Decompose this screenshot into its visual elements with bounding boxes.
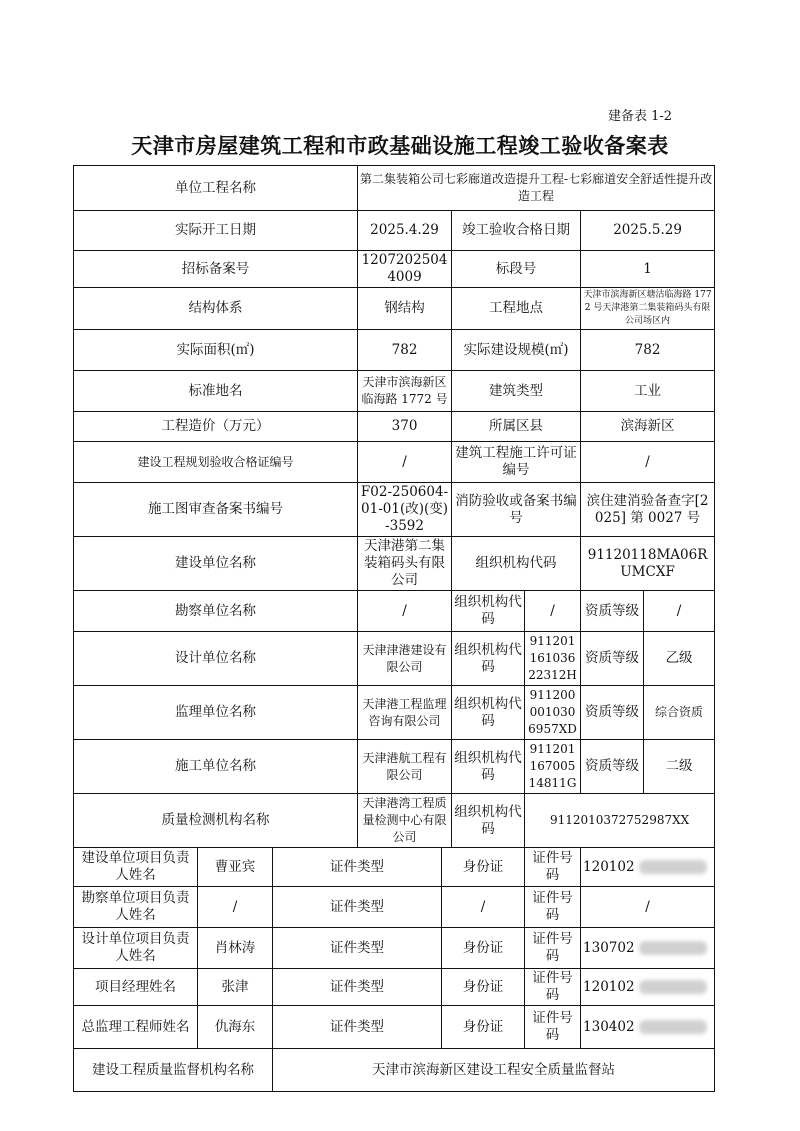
cert-no-value: / xyxy=(581,887,715,928)
cert-type-label: 证件类型 xyxy=(273,887,442,928)
field-value: 钢结构 xyxy=(358,288,452,330)
cert-no-label: 证件号码 xyxy=(525,1006,581,1049)
org-code-value: 91120118MA06RUMCXF xyxy=(581,537,715,591)
org-code-value: 9112010372752987XX xyxy=(525,794,715,848)
table-row xyxy=(74,288,715,330)
cert-type-label: 证件类型 xyxy=(273,1006,442,1049)
field-label: 工程地点 xyxy=(452,288,581,330)
cert-no-value: 130402 xyxy=(583,1018,635,1035)
field-label: 实际面积(㎡) xyxy=(74,330,358,371)
cert-no-value: 120102 xyxy=(583,978,635,995)
org-code-label: 组织机构代码 xyxy=(452,632,525,686)
table-row xyxy=(74,632,715,686)
cert-no-value: 120102 xyxy=(583,858,635,875)
field-label: 标准地名 xyxy=(74,371,358,412)
field-label: 建筑类型 xyxy=(452,371,581,412)
redaction-blur xyxy=(639,1020,707,1034)
field-label: 单位工程名称 xyxy=(74,166,358,211)
cert-type-value: 身份证 xyxy=(442,1006,525,1049)
person-name: 仇海东 xyxy=(198,1006,273,1049)
qualification-label: 资质等级 xyxy=(581,740,644,794)
cert-type-value: 身份证 xyxy=(442,969,525,1006)
field-label: 招标备案号 xyxy=(74,251,358,288)
field-label: 标段号 xyxy=(452,251,581,288)
cert-type-value: / xyxy=(442,887,525,928)
field-value: 滨住建消验备查字[2025] 第 0027 号 xyxy=(581,483,715,537)
field-label: 实际建设规模(㎡) xyxy=(452,330,581,371)
unit-label: 质量检测机构名称 xyxy=(74,794,358,848)
cert-type-value: 身份证 xyxy=(442,928,525,969)
table-row xyxy=(74,969,715,1006)
qualification-label: 资质等级 xyxy=(581,591,644,632)
unit-label: 勘察单位名称 xyxy=(74,591,358,632)
table-row xyxy=(74,330,715,371)
table-row xyxy=(74,740,715,794)
field-value: 370 xyxy=(358,412,452,442)
person-role: 设计单位项目负责人姓名 xyxy=(74,928,198,969)
unit-name: 天津津港建设有限公司 xyxy=(358,632,452,686)
field-label: 施工图审查备案书编号 xyxy=(74,483,358,537)
page-title: 天津市房屋建筑工程和市政基础设施工程竣工验收备案表 xyxy=(131,134,669,158)
field-label: 结构体系 xyxy=(74,288,358,330)
unit-name: 天津港航工程有限公司 xyxy=(358,740,452,794)
record-table xyxy=(73,165,715,1092)
redaction-blur xyxy=(639,860,707,874)
field-value: / xyxy=(358,442,452,483)
field-value: 第二集装箱公司七彩廊道改造提升工程-七彩廊道安全舒适性提升改造工程 xyxy=(358,166,715,211)
org-code-label: 组织机构代码 xyxy=(452,686,525,740)
qualification-value: 综合资质 xyxy=(644,686,715,740)
cert-no-cell xyxy=(581,969,715,1006)
unit-name: 天津港第二集装箱码头有限公司 xyxy=(358,537,452,591)
cert-no-label: 证件号码 xyxy=(525,969,581,1006)
person-name: 曹亚宾 xyxy=(198,848,273,887)
field-label: 工程造价（万元） xyxy=(74,412,358,442)
qualification-value: 乙级 xyxy=(644,632,715,686)
cert-no-label: 证件号码 xyxy=(525,887,581,928)
org-code-value: 91120116103622312H xyxy=(525,632,581,686)
person-role: 勘察单位项目负责人姓名 xyxy=(74,887,198,928)
org-code-value: / xyxy=(525,591,581,632)
table-row xyxy=(74,251,715,288)
table-row xyxy=(74,371,715,412)
table-row xyxy=(74,794,715,848)
cert-no-label: 证件号码 xyxy=(525,928,581,969)
qualification-value: / xyxy=(644,591,715,632)
org-code-label: 组织机构代码 xyxy=(452,591,525,632)
table-row xyxy=(74,887,715,928)
field-value: 滨海新区 xyxy=(581,412,715,442)
org-code-value: 911200001030 6957XD xyxy=(525,686,581,740)
table-row xyxy=(74,483,715,537)
person-name: 张津 xyxy=(198,969,273,1006)
field-value: / xyxy=(581,442,715,483)
qualification-label: 资质等级 xyxy=(581,686,644,740)
redaction-blur xyxy=(639,980,707,994)
field-label: 实际开工日期 xyxy=(74,211,358,251)
supervision-value: 天津市滨海新区建设工程安全质量监督站 xyxy=(273,1049,715,1092)
cert-no-cell xyxy=(581,928,715,969)
field-value: 782 xyxy=(358,330,452,371)
org-code-label: 组织机构代码 xyxy=(452,794,525,848)
person-name: 肖林涛 xyxy=(198,928,273,969)
qualification-value: 二级 xyxy=(644,740,715,794)
table-row xyxy=(74,686,715,740)
table-row xyxy=(74,848,715,887)
field-label: 建设工程规划验收合格证编号 xyxy=(74,442,358,483)
table-row xyxy=(74,211,715,251)
table-row xyxy=(74,537,715,591)
table-row xyxy=(74,412,715,442)
table-row xyxy=(74,1049,715,1092)
field-value: 1 xyxy=(581,251,715,288)
cert-no-cell xyxy=(581,848,715,887)
field-value: 工业 xyxy=(581,371,715,412)
table-row xyxy=(74,591,715,632)
cert-type-value: 身份证 xyxy=(442,848,525,887)
cert-no-label: 证件号码 xyxy=(525,848,581,887)
field-value: 782 xyxy=(581,330,715,371)
field-value: 12072025044009 xyxy=(358,251,452,288)
form-code: 建备表 1-2 xyxy=(608,109,673,124)
unit-label: 施工单位名称 xyxy=(74,740,358,794)
field-label: 建筑工程施工许可证编号 xyxy=(452,442,581,483)
cert-no-cell xyxy=(581,1006,715,1049)
person-role: 总监理工程师姓名 xyxy=(74,1006,198,1049)
cert-no-value: 130702 xyxy=(583,939,635,956)
table-row xyxy=(74,442,715,483)
org-code-label: 组织机构代码 xyxy=(452,537,581,591)
unit-name: 天津港工程监理咨询有限公司 xyxy=(358,686,452,740)
field-value: 天津市滨海新区塘沽临海路 1772 号天津港第二集装箱码头有限公司场区内 xyxy=(581,288,715,330)
unit-name: / xyxy=(358,591,452,632)
unit-label: 建设单位名称 xyxy=(74,537,358,591)
unit-name: 天津港湾工程质量检测中心有限公司 xyxy=(358,794,452,848)
org-code-value: 91120116700514811G xyxy=(525,740,581,794)
field-label: 所属区县 xyxy=(452,412,581,442)
field-label: 消防验收或备案书编号 xyxy=(452,483,581,537)
table-row xyxy=(74,928,715,969)
unit-label: 监理单位名称 xyxy=(74,686,358,740)
field-value: 2025.4.29 xyxy=(358,211,452,251)
table-row xyxy=(74,1006,715,1049)
table-row xyxy=(74,166,715,211)
cert-type-label: 证件类型 xyxy=(273,928,442,969)
cert-type-label: 证件类型 xyxy=(273,848,442,887)
field-value: 天津市滨海新区临海路 1772 号 xyxy=(358,371,452,412)
unit-label: 设计单位名称 xyxy=(74,632,358,686)
field-value: 2025.5.29 xyxy=(581,211,715,251)
person-role: 建设单位项目负责人姓名 xyxy=(74,848,198,887)
person-role: 项目经理姓名 xyxy=(74,969,198,1006)
person-name: / xyxy=(198,887,273,928)
qualification-label: 资质等级 xyxy=(581,632,644,686)
cert-type-label: 证件类型 xyxy=(273,969,442,1006)
org-code-label: 组织机构代码 xyxy=(452,740,525,794)
field-value: F02-250604-01-01(改)(变)-3592 xyxy=(358,483,452,537)
supervision-label: 建设工程质量监督机构名称 xyxy=(74,1049,273,1092)
redaction-blur xyxy=(639,941,707,955)
field-label: 竣工验收合格日期 xyxy=(452,211,581,251)
